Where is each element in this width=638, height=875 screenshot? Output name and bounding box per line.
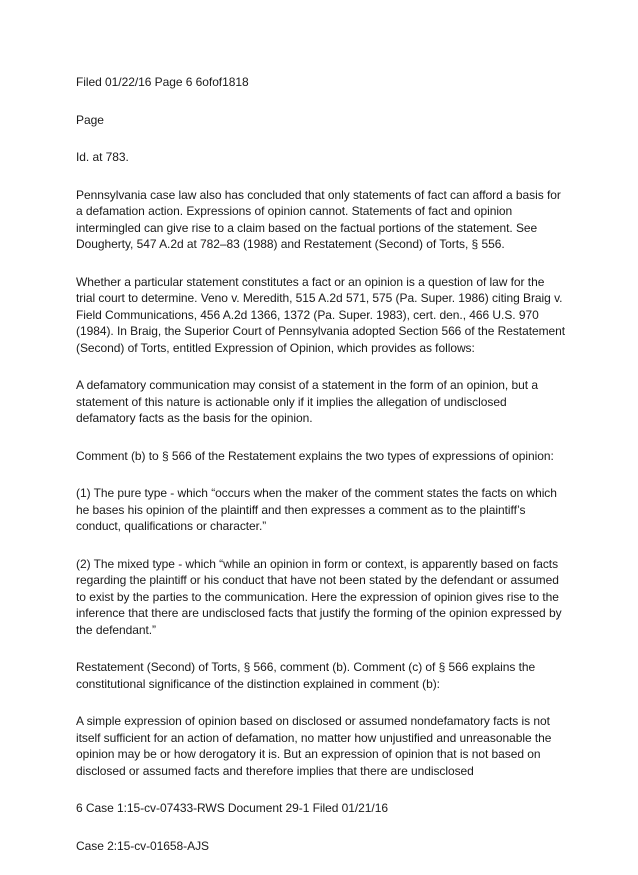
- paragraph-comment-b: Comment (b) to § 566 of the Restatement explains the two types of expressions of opinion:: [76, 448, 554, 463]
- filed-header: Filed 01/22/16 Page 6 6ofof1818: [76, 75, 249, 89]
- paragraph-pure-type: (1) The pure type - which “occurs when the maker of the comment states the facts on which he bases his opinion of the plaintiff and then expresses a comment as to the plaintiff’s conduct, qualifications or character.”: [76, 486, 557, 533]
- paragraph-case-law: Pennsylvania case law also has concluded that only statements of fact can afford a basis for a defamation action. Expressions of opinion cannot. Statements of fact and opinion intermingled can give rise to a claim based on the factual portions of the statement. See Dougherty, 547 A.2d at 782–83 (1988) and Restatement (Second) of Torts, § 556.: [76, 187, 561, 251]
- paragraph-restatement-quote: A defamatory communication may consist of a statement in the form of an opinion, but a statement of this nature is actionable only if it implies the allegation of undisclosed defamatory facts as the basis for the opinion.: [76, 378, 538, 425]
- paragraph-fact-or-opinion: Whether a particular statement constitutes a fact or an opinion is a question of law for the trial court to determine. Veno v. Meredith, 515 A.2d 571, 575 (Pa. Super. 1986) citing Braig v. Field Communications, 456 A.2d 1366, 1372 (Pa. Super. 1983), cert. den., 466 U.S. 970 (1984). In Braig, the Superior Court of Pennsylvania adopted Section 566 of the Restatement (Second) of Torts, entitled Expression of Opinion, which provides as follows:: [76, 274, 566, 355]
- paragraph-mixed-type: (2) The mixed type - which “while an opinion in form or context, is apparently based on facts regarding the plaintiff or his conduct that have not been stated by the defendant or assumed to exist by the parties to the communication. Here the expression of opinion gives rise to the inference that there are undisclosed facts that justify the forming of the opinion expressed by the defendant.”: [76, 556, 562, 637]
- footer-case-line: Case 2:15-cv-01658-AJS: [76, 838, 209, 853]
- footer-document-line: 6 Case 1:15-cv-07433-RWS Document 29-1 Filed 01/21/16: [76, 801, 388, 815]
- page-label: Page: [76, 112, 104, 127]
- document-page: [76, 74, 566, 875]
- paragraph-citation: Id. at 783.: [76, 150, 129, 164]
- paragraph-simple-expression: A simple expression of opinion based on disclosed or assumed nondefamatory facts is not itself sufficient for an action of defamation, no matter how unjustified and unreasonable the opinion may be or how derogatory it is. But an expression of opinion that is not based on disclosed or assumed facts and therefore implies that there are undisclosed: [76, 714, 552, 778]
- paragraph-comment-c: Restatement (Second) of Torts, § 566, comment (b). Comment (c) of § 566 explains the constitutional significance of the distinction explained in comment (b):: [76, 660, 536, 691]
